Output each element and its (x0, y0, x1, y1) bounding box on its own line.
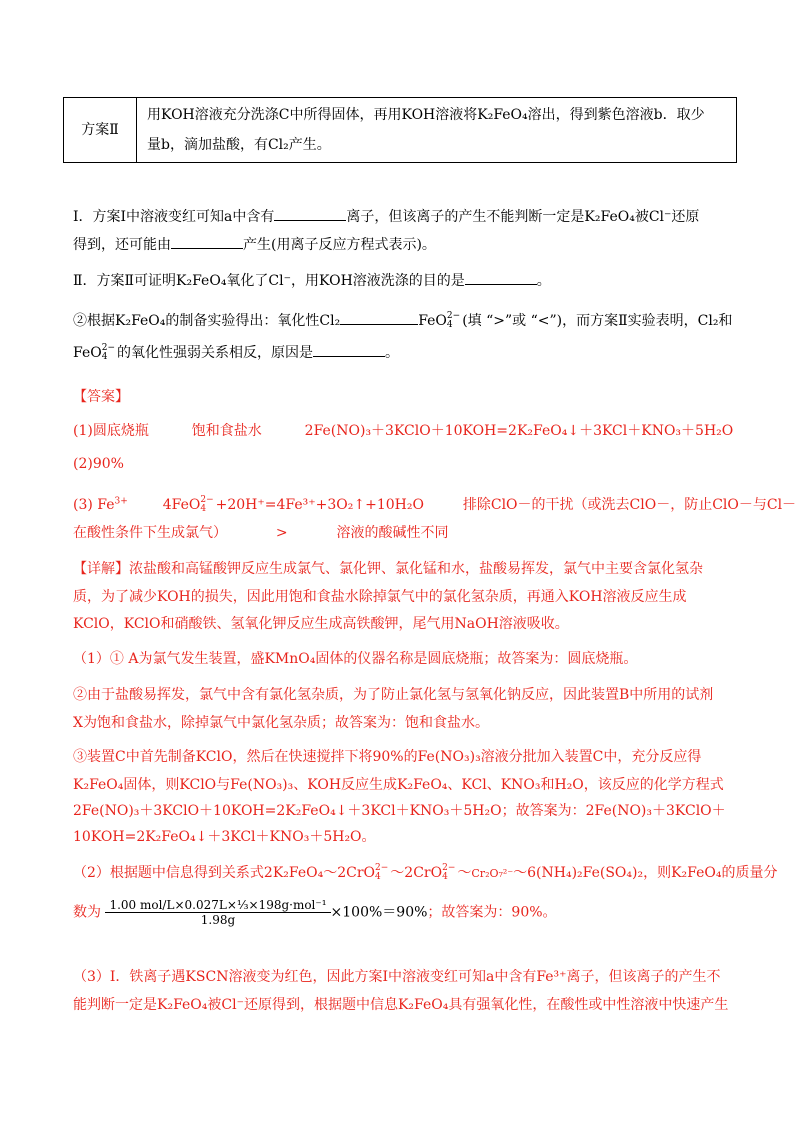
chromate-formula: CrO (413, 865, 443, 881)
detail-p4-line-3: 2Fe(NO)₃＋3KClO＋10KOH=2K₂FeO₄↓＋3KCl＋KNO₃＋5H₂O；故答案为：2Fe(NO)₃＋3KClO＋ (73, 803, 726, 819)
question-2-line (73, 270, 551, 290)
scheme-line-1: 用KOH溶液充分洗涤C中所得固体，再用KOH溶液将K₂FeO₄溶出，得到紫色溶液b．取少 (147, 107, 705, 123)
detail-p5: （2）根据题中信息得到关系式2K₂FeO₄～2CrO2− 4 ～2CrO2− 4 ～Cr₂O₇²⁻～6(NH₄)₂Fe(SO₄)₂，则K₂FeO₄的质量分 (73, 863, 778, 882)
scheme-label: 方案Ⅱ (64, 98, 137, 163)
answer-3-reason-cont: 在酸性条件下生成氯气） (73, 525, 227, 541)
question-3-text-f: 。 (385, 345, 399, 361)
detail-p1-line-2: 质，为了减少KOH的损失，因此用饱和食盐水除掉氯气中的氯化氢杂质，再通入KOH溶液反应生成 (73, 589, 687, 605)
chromate-formula: CrO (346, 865, 376, 881)
fraction-denominator: 1.98g (200, 913, 236, 927)
detail-p6 (73, 898, 557, 927)
detail-p1-line-3: KClO，KClO和硝酸铁、氢氧化钾反应生成高铁酸钾，尾气用NaOH溶液吸收。 (73, 616, 569, 632)
scheme-row (64, 98, 737, 163)
dichromate-formula: Cr₂O₇²⁻ (471, 867, 514, 880)
question-1-text-d: 产生(用离子反应方程式表示)。 (243, 237, 436, 253)
question-1-line-1 (73, 206, 699, 226)
scheme-line-2: 量b，滴加盐酸，有Cl₂产生。 (147, 137, 331, 153)
answer-1-brine: 饱和食盐水 (191, 423, 262, 439)
detail-p3-line-2: X为饱和食盐水，除掉氯气中氯化氢杂质；故答案为：饱和食盐水。 (73, 715, 489, 731)
answer-3-equation: +20H⁺=4Fe³⁺+3O₂↑+10H₂O (215, 497, 424, 513)
fraction-result: ×100%＝90% (330, 904, 428, 921)
fraction-numerator: 1.00 mol/L×0.027L×⅓×198g·mol⁻¹ (105, 898, 330, 913)
detail-p7-line-1: （3）Ⅰ．铁离子遇KSCN溶液变为红色，因此方案Ⅰ中溶液变红可知a中含有Fe³⁺离子，但该离子的产生不 (73, 969, 721, 985)
detail-p5-e: ～ (457, 865, 472, 881)
detail-p6-c: ；故答案为：90%。 (427, 904, 557, 921)
answer-line-4 (73, 522, 449, 542)
answer-3-fe: (3) Fe (73, 497, 115, 513)
detail-p4-line-4: 10KOH=2K₂FeO₄↓＋3KCl＋KNO₃＋5H₂O。 (73, 829, 376, 845)
ferrate-formula: FeO (73, 345, 102, 361)
answer-blank (340, 310, 418, 325)
answer-line-1 (73, 420, 733, 440)
detail-p5-a: （2）根据题中信息得到关系式2K₂FeO₄～2 (73, 865, 347, 881)
question-1-text-b: 离子，但该离子的产生不能判断一定是K₂FeO₄被Cl⁻还原 (346, 209, 700, 225)
question-2-text-a: Ⅱ．方案Ⅱ可证明K₂FeO₄氧化了Cl⁻，用KOH溶液洗涤的目的是 (73, 273, 465, 289)
ferrate-charge: 2− 4 (101, 343, 115, 362)
detail-p3-line-1: ②由于盐酸易挥发，氯气中含有氯化氢杂质，为了防止氯化氢与氢氧化钠反应，因此装置B中所用的试剂 (73, 687, 714, 703)
scheme-content (137, 98, 737, 163)
detail-p4-line-1: ③装置C中首先制备KClO，然后在快速搅拌下将90%的Fe(NO₃)₃溶液分批加入装置C中，充分反应得 (73, 749, 702, 765)
question-3-text-c: (填 “>”或 “<”)，而方案Ⅱ实验表明，Cl₂和 (462, 313, 733, 329)
answer-1-flask: (1)圆底烧瓶 (73, 423, 149, 439)
detail-p6-a: 数为 (73, 904, 101, 921)
answer-line-3: (3) $Fe^{3+}$ 4FeO2− 4 +20H⁺=4Fe³⁺+3O₂↑+10H₂O 排除ClO－的干扰（或洗去ClO－，防止ClO－与Cl－ (73, 495, 797, 514)
answer-3-compare: > (275, 525, 288, 541)
answer-3-cause: 溶液的酸碱性不同 (336, 525, 449, 541)
question-3-line-2 (73, 342, 399, 362)
ferrate-charge: 2− 4 (446, 311, 461, 330)
answer-heading: 【答案】 (73, 389, 129, 405)
mass-fraction-expression (105, 898, 330, 927)
answer-3-coef: 4 (162, 497, 172, 513)
question-1-text-a: Ⅰ．方案Ⅰ中溶液变红可知a中含有 (73, 209, 275, 225)
question-3-text-e: 的氧化性强弱关系相反，原因是 (117, 345, 313, 361)
answer-blank (313, 342, 385, 357)
answer-blank (171, 234, 243, 249)
detail-p1-line-1: 【详解】浓盐酸和高锰酸钾反应生成氯气、氯化钾、氯化锰和水，盐酸易挥发，氯气中主要含氯化氢杂 (73, 561, 703, 577)
answer-line-2: (2)90% (73, 456, 124, 472)
answer-1-equation: 2Fe(NO)₃＋3KClO＋10KOH=2K₂FeO₄↓＋3KCl＋KNO₃＋5H₂O (304, 423, 734, 439)
scheme-table (63, 97, 737, 163)
question-1-line-2 (73, 234, 436, 254)
question-3-text-a: ②根据K₂FeO₄的制备实验得出：氧化性Cl₂ (73, 313, 341, 329)
detail-p2: （1）① A为氯气发生装置，盛KMnO₄固体的仪器名称是圆底烧瓶；故答案为：圆底烧瓶。 (73, 651, 638, 667)
detail-p5-c: ～2 (390, 865, 414, 881)
question-2-text-b: 。 (536, 273, 551, 289)
answer-3-reason: 排除ClO－的干扰（或洗去ClO－，防止ClO－与Cl－ (462, 497, 797, 513)
answer-blank (465, 270, 537, 285)
question-3-line-1 (73, 310, 732, 330)
detail-p7-line-2: 能判断一定是K₂FeO₄被Cl⁻还原得到，根据题中信息K₂FeO₄具有强氧化性，在酸性或中性溶液中快速产生 (73, 997, 729, 1013)
answer-blank (274, 206, 346, 221)
question-1-text-c: 得到，还可能由 (73, 237, 171, 253)
detail-p4-line-2: K₂FeO₄固体，则KClO与Fe(NO₃)₃、KOH反应生成K₂FeO₄、KCl、KNO₃和H₂O，该反应的化学方程式 (73, 777, 724, 793)
ferrate-formula: FeO (418, 313, 447, 329)
detail-p5-g: ～6(NH₄)₂Fe(SO₄)₂，则K₂FeO₄的质量分 (513, 865, 778, 881)
